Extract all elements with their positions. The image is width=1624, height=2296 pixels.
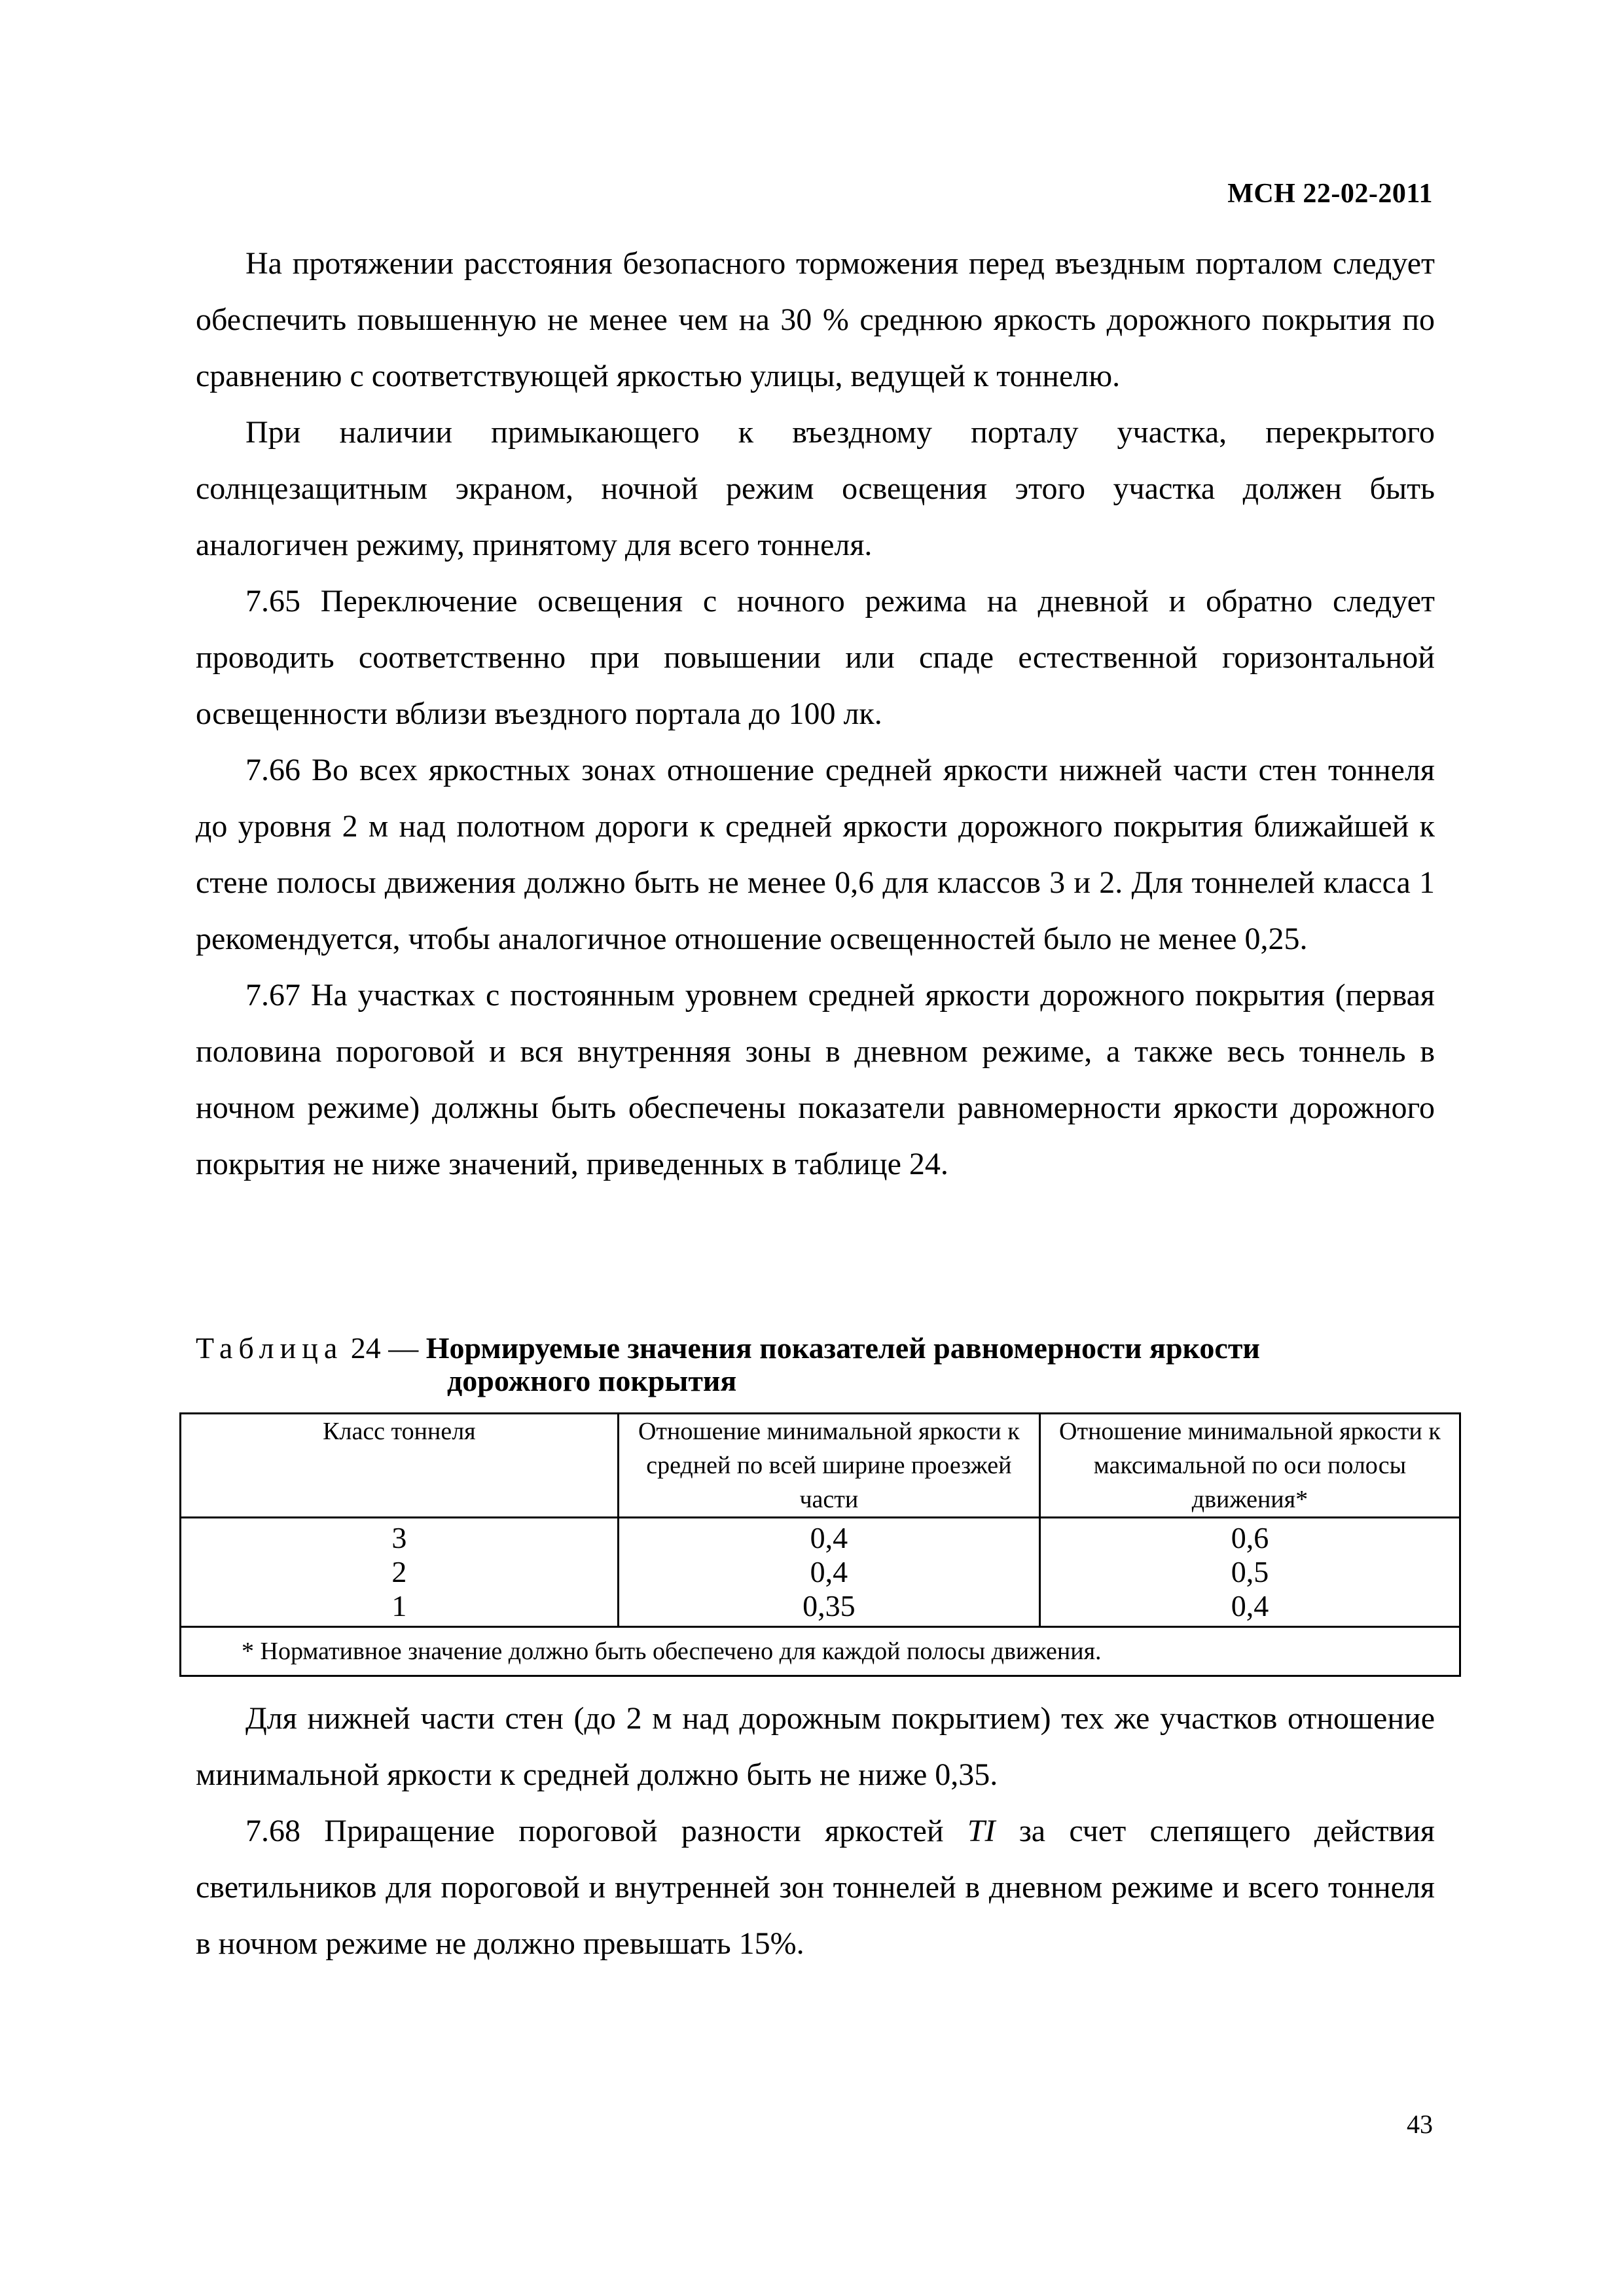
header-min-to-avg: Отношение минимальной яркости к средней по всей ширине проезжей части [618, 1414, 1039, 1518]
document-code-header: МСН 22-02-2011 [1227, 179, 1433, 209]
column-min-to-avg-values [618, 1518, 1039, 1627]
page-number: 43 [1407, 2109, 1433, 2139]
paragraph-7-65: 7.65 Переключение освещения с ночного режима на дневной и обратно следует проводить соответственно при повышении или спаде естественной горизонтальной освещенности вблизи въездного портала до 100 лк. [196, 584, 1435, 731]
table-label: Таблица [196, 1331, 344, 1365]
table-header-row [181, 1414, 1460, 1518]
table-title-line2: дорожного покрытия [447, 1364, 737, 1397]
body-text-after-table [196, 1691, 1435, 1972]
table-footnote: * Нормативное значение должно быть обеспечено для каждой полосы движения. [181, 1627, 1460, 1676]
column-tunnel-class-values [181, 1518, 619, 1627]
table-cell: 0,35 [803, 1589, 856, 1623]
paragraph-7-68 [196, 1803, 1435, 1972]
paragraph-lower-walls: Для нижней части стен (до 2 м над дорожным покрытием) тех же участков отношение минимальной яркости к средней должно быть не ниже 0,35. [196, 1701, 1435, 1792]
table-cell: 2 [391, 1555, 407, 1588]
table-cell: 0,4 [810, 1555, 848, 1588]
ti-symbol: TI [967, 1814, 996, 1848]
body-text-before-table [196, 236, 1435, 1193]
table-cell: 1 [391, 1589, 407, 1623]
paragraph-7-67: 7.67 На участках с постоянным уровнем средней яркости дорожного покрытия (первая половина пороговой и вся внутренняя зоны в дневном режиме, а также весь тоннель в ночном режиме) должны быть обеспечены показатели равномерности яркости дорожного покрытия не ниже значений, приведенных в таблице 24. [196, 978, 1435, 1181]
table-cell: 0,6 [1231, 1521, 1269, 1554]
table-footnote-row [181, 1627, 1460, 1676]
table-values-row [181, 1518, 1460, 1627]
header-tunnel-class: Класс тоннеля [181, 1414, 619, 1518]
table-caption [196, 1332, 1439, 1397]
uniformity-table [179, 1412, 1461, 1677]
table-cell: 0,4 [810, 1521, 848, 1554]
paragraph-sun-screen: При наличии примыкающего к въездному порталу участка, перекрытого солнцезащитным экраном, ночной режим освещения этого участка должен быть аналогичен режиму, принятому для всего тоннеля. [196, 415, 1435, 562]
paragraph-7-68-end: за счет слепящего действия светильников для пороговой и внутренней зон тоннелей в дневном режиме и всего тоннеля в ночном режиме не должно превышать 15%. [196, 1814, 1435, 1961]
paragraph-7-68-start: 7.68 Приращение пороговой разности яркостей [245, 1814, 967, 1848]
table-number: 24 — [350, 1331, 419, 1365]
table-cell: 3 [391, 1521, 407, 1554]
table-title-line1: Нормируемые значения показателей равномерности яркости [425, 1331, 1260, 1365]
table-cell: 0,4 [1231, 1589, 1269, 1623]
table-cell: 0,5 [1231, 1555, 1269, 1588]
column-min-to-max-values [1039, 1518, 1460, 1627]
paragraph-safe-braking: На протяжении расстояния безопасного торможения перед въездным порталом следует обеспечить повышенную не менее чем на 30 % среднюю яркость дорожного покрытия по сравнению с соответствующей яркостью улицы, ведущей к тоннелю. [196, 246, 1435, 393]
paragraph-7-66: 7.66 Во всех яркостных зонах отношение средней яркости нижней части стен тоннеля до уровня 2 м над полотном дороги к средней яркости дорожного покрытия ближайшей к стене полосы движения должно быть не менее 0,6 для классов 3 и 2. Для тоннелей класса 1 рекомендуется, чтобы аналогичное отношение освещенностей было не менее 0,25. [196, 753, 1435, 956]
header-min-to-max: Отношение минимальной яркости к максимальной по оси полосы движения* [1039, 1414, 1460, 1518]
